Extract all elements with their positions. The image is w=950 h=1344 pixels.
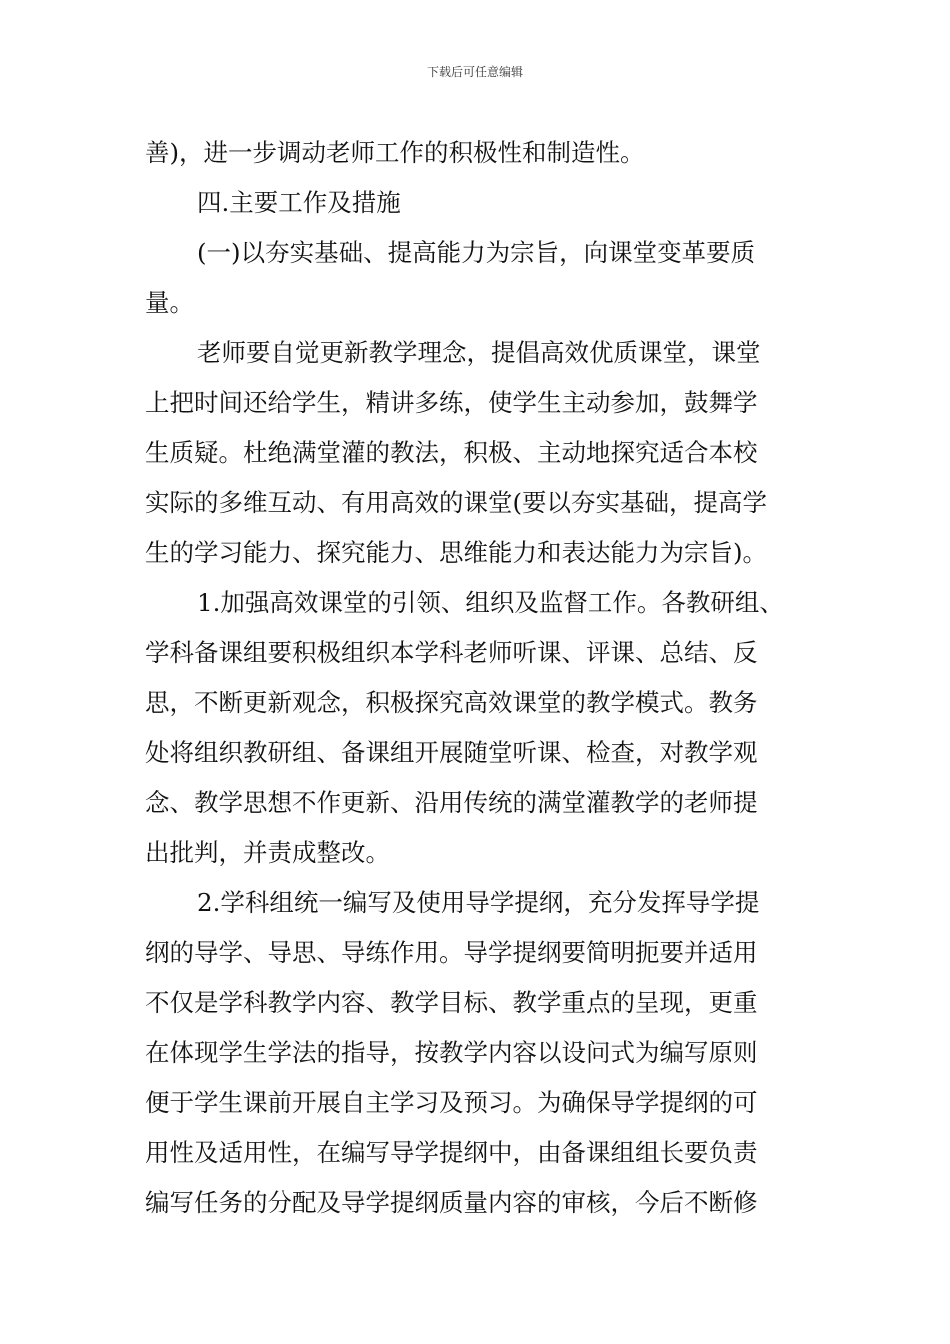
text-line: 不仅是学科教学内容、教学目标、教学重点的呈现，更重 [145, 988, 758, 1017]
text-line: 纲的导学、导思、导练作用。导学提纲要简明扼要并适用 [145, 938, 758, 967]
text-line: 便于学生课前开展自主学习及预习。为确保导学提纲的可 [145, 1088, 758, 1117]
section-heading: 四.主要工作及措施 [197, 188, 401, 217]
list-item-1-start: 1.加强高效课堂的引领、组织及监督工作。各教研组、 [197, 588, 784, 617]
text-line: 在体现学生学法的指导，按教学内容以设问式为编写原则 [145, 1038, 758, 1067]
text-line: 善)，进一步调动老师工作的积极性和制造性。 [145, 138, 645, 167]
document-body [145, 128, 815, 1228]
text-line: 出批判，并责成整改。 [145, 838, 390, 867]
subsection-heading: (一)以夯实基础、提高能力为宗旨，向课堂变革要质 [197, 238, 756, 267]
text-line: 生质疑。杜绝满堂灌的教法，积极、主动地探究适合本校 [145, 438, 758, 467]
text-line: 生的学习能力、探究能力、思维能力和表达能力为宗旨)。 [145, 538, 768, 567]
text-line: 老师要自觉更新教学理念，提倡高效优质课堂，课堂 [197, 338, 761, 367]
text-line: 学科备课组要积极组织本学科老师听课、评课、总结、反 [145, 638, 758, 667]
subsection-heading-continued: 量。 [145, 288, 194, 317]
text-line: 念、教学思想不作更新、沿用传统的满堂灌教学的老师提 [145, 788, 758, 817]
list-item-2-start: 2.学科组统一编写及使用导学提纲，充分发挥导学提 [197, 888, 760, 917]
text-line: 实际的多维互动、有用高效的课堂(要以夯实基础，提高学 [145, 488, 768, 517]
text-line: 用性及适用性，在编写导学提纲中，由备课组组长要负责 [145, 1138, 758, 1167]
text-line: 处将组织教研组、备课组开展随堂听课、检查，对教学观 [145, 738, 758, 767]
page-header: 下载后可任意编辑 [426, 65, 523, 79]
text-line: 编写任务的分配及导学提纲质量内容的审核，今后不断修 [145, 1188, 758, 1217]
text-line: 思，不断更新观念，积极探究高效课堂的教学模式。教务 [145, 688, 758, 717]
text-line: 上把时间还给学生，精讲多练，使学生主动参加，鼓舞学 [145, 388, 758, 417]
